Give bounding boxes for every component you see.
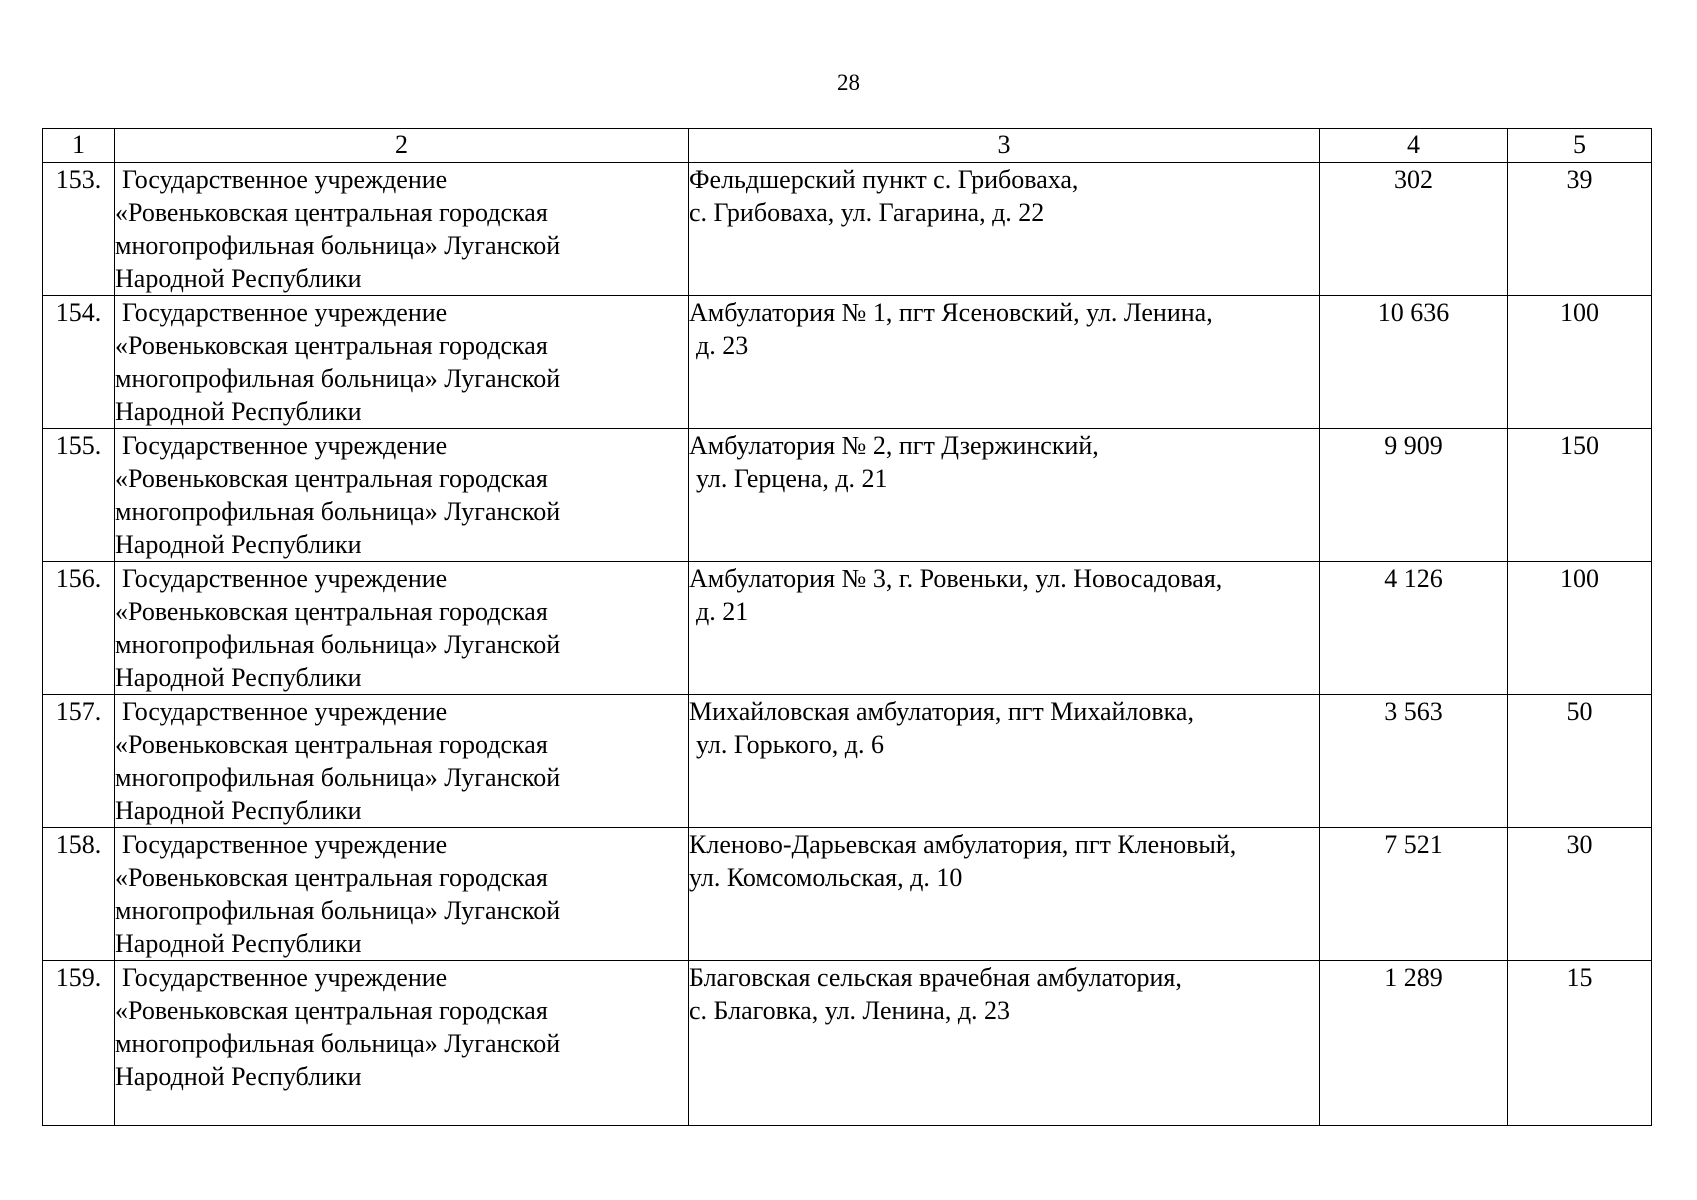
address-line: д. 21 bbox=[696, 597, 749, 626]
organization-line: многопрофильная больница» Луганской bbox=[115, 1029, 561, 1058]
column-5-value: 30 bbox=[1508, 828, 1652, 961]
organization-line: многопрофильная больница» Луганской bbox=[115, 364, 561, 393]
organization-line: многопрофильная больница» Луганской bbox=[115, 896, 561, 925]
address-line: Фельдшерский пункт с. Грибоваха, bbox=[689, 165, 1079, 194]
organization-line: «Ровеньковская центральная городская bbox=[115, 464, 548, 493]
organization-line: Государственное учреждение bbox=[122, 963, 448, 992]
column-header: 4 bbox=[1320, 129, 1508, 163]
organization-line: Государственное учреждение bbox=[122, 697, 448, 726]
organization-line: Государственное учреждение bbox=[122, 564, 448, 593]
organization-line: Народной Республики bbox=[115, 663, 362, 692]
address-line: Благовская сельская врачебная амбулатория, bbox=[689, 963, 1182, 992]
address-line: Амбулатория № 2, пгт Дзержинский, bbox=[689, 431, 1099, 460]
column-4-value: 7 521 bbox=[1320, 828, 1508, 961]
table-row bbox=[43, 695, 1652, 828]
row-number: 153. bbox=[43, 163, 115, 296]
row-number: 155. bbox=[43, 429, 115, 562]
column-5-value: 100 bbox=[1508, 296, 1652, 429]
address-cell bbox=[689, 562, 1320, 695]
organization-line: «Ровеньковская центральная городская bbox=[115, 863, 548, 892]
table-row bbox=[43, 163, 1652, 296]
address-cell bbox=[689, 961, 1320, 1126]
organization-line: Государственное учреждение bbox=[122, 830, 448, 859]
organization-line: Народной Республики bbox=[115, 1062, 362, 1091]
address-line: с. Благовка, ул. Ленина, д. 23 bbox=[689, 996, 1011, 1025]
column-5-value: 39 bbox=[1508, 163, 1652, 296]
column-4-value: 1 289 bbox=[1320, 961, 1508, 1126]
column-header: 5 bbox=[1508, 129, 1652, 163]
column-5-value: 50 bbox=[1508, 695, 1652, 828]
organization-line: Государственное учреждение bbox=[122, 165, 448, 194]
column-header: 2 bbox=[115, 129, 689, 163]
column-header: 3 bbox=[689, 129, 1320, 163]
organization-line: Государственное учреждение bbox=[122, 298, 448, 327]
address-line: Михайловская амбулатория, пгт Михайловка, bbox=[689, 697, 1194, 726]
table-row bbox=[43, 296, 1652, 429]
address-cell bbox=[689, 163, 1320, 296]
organization-line: «Ровеньковская центральная городская bbox=[115, 996, 548, 1025]
address-line: ул. Комсомольская, д. 10 bbox=[689, 863, 963, 892]
address-cell bbox=[689, 695, 1320, 828]
row-number: 154. bbox=[43, 296, 115, 429]
organization-line: многопрофильная больница» Луганской bbox=[115, 497, 561, 526]
row-number: 159. bbox=[43, 961, 115, 1126]
column-4-value: 4 126 bbox=[1320, 562, 1508, 695]
row-number: 157. bbox=[43, 695, 115, 828]
address-line: д. 23 bbox=[696, 331, 749, 360]
organization-line: «Ровеньковская центральная городская bbox=[115, 198, 548, 227]
column-4-value: 3 563 bbox=[1320, 695, 1508, 828]
organization-cell bbox=[115, 296, 689, 429]
page-number: 28 bbox=[837, 70, 860, 95]
column-4-value: 10 636 bbox=[1320, 296, 1508, 429]
organization-line: Народной Республики bbox=[115, 796, 362, 825]
column-5-value: 100 bbox=[1508, 562, 1652, 695]
organization-line: Государственное учреждение bbox=[122, 431, 448, 460]
organization-cell bbox=[115, 429, 689, 562]
address-cell bbox=[689, 828, 1320, 961]
address-cell bbox=[689, 296, 1320, 429]
table-row bbox=[43, 562, 1652, 695]
address-line: с. Грибоваха, ул. Гагарина, д. 22 bbox=[689, 198, 1045, 227]
address-line: Амбулатория № 3, г. Ровеньки, ул. Новосадовая, bbox=[689, 564, 1223, 593]
column-5-value: 150 bbox=[1508, 429, 1652, 562]
row-number: 158. bbox=[43, 828, 115, 961]
organization-line: многопрофильная больница» Луганской bbox=[115, 763, 561, 792]
organization-cell bbox=[115, 163, 689, 296]
organization-line: Народной Республики bbox=[115, 929, 362, 958]
organization-line: «Ровеньковская центральная городская bbox=[115, 331, 548, 360]
address-line: Кленово-Дарьевская амбулатория, пгт Кленовый, bbox=[689, 830, 1237, 859]
organization-line: Народной Республики bbox=[115, 530, 362, 559]
organization-cell bbox=[115, 562, 689, 695]
organization-line: Народной Республики bbox=[115, 397, 362, 426]
organization-line: «Ровеньковская центральная городская bbox=[115, 597, 548, 626]
organization-line: многопрофильная больница» Луганской bbox=[115, 231, 561, 260]
table-row bbox=[43, 828, 1652, 961]
address-line: Амбулатория № 1, пгт Ясеновский, ул. Ленина, bbox=[689, 298, 1213, 327]
column-5-value: 15 bbox=[1508, 961, 1652, 1126]
column-4-value: 9 909 bbox=[1320, 429, 1508, 562]
institutions-table bbox=[42, 128, 1652, 1126]
table-row bbox=[43, 429, 1652, 562]
column-header: 1 bbox=[43, 129, 115, 163]
organization-cell bbox=[115, 961, 689, 1126]
organization-line: многопрофильная больница» Луганской bbox=[115, 630, 561, 659]
organization-line: «Ровеньковская центральная городская bbox=[115, 730, 548, 759]
address-line: ул. Горького, д. 6 bbox=[696, 730, 884, 759]
column-4-value: 302 bbox=[1320, 163, 1508, 296]
address-cell bbox=[689, 429, 1320, 562]
row-number: 156. bbox=[43, 562, 115, 695]
table-header-row bbox=[43, 129, 1652, 163]
table-row bbox=[43, 961, 1652, 1126]
organization-line: Народной Республики bbox=[115, 264, 362, 293]
address-line: ул. Герцена, д. 21 bbox=[696, 464, 888, 493]
organization-cell bbox=[115, 695, 689, 828]
organization-cell bbox=[115, 828, 689, 961]
